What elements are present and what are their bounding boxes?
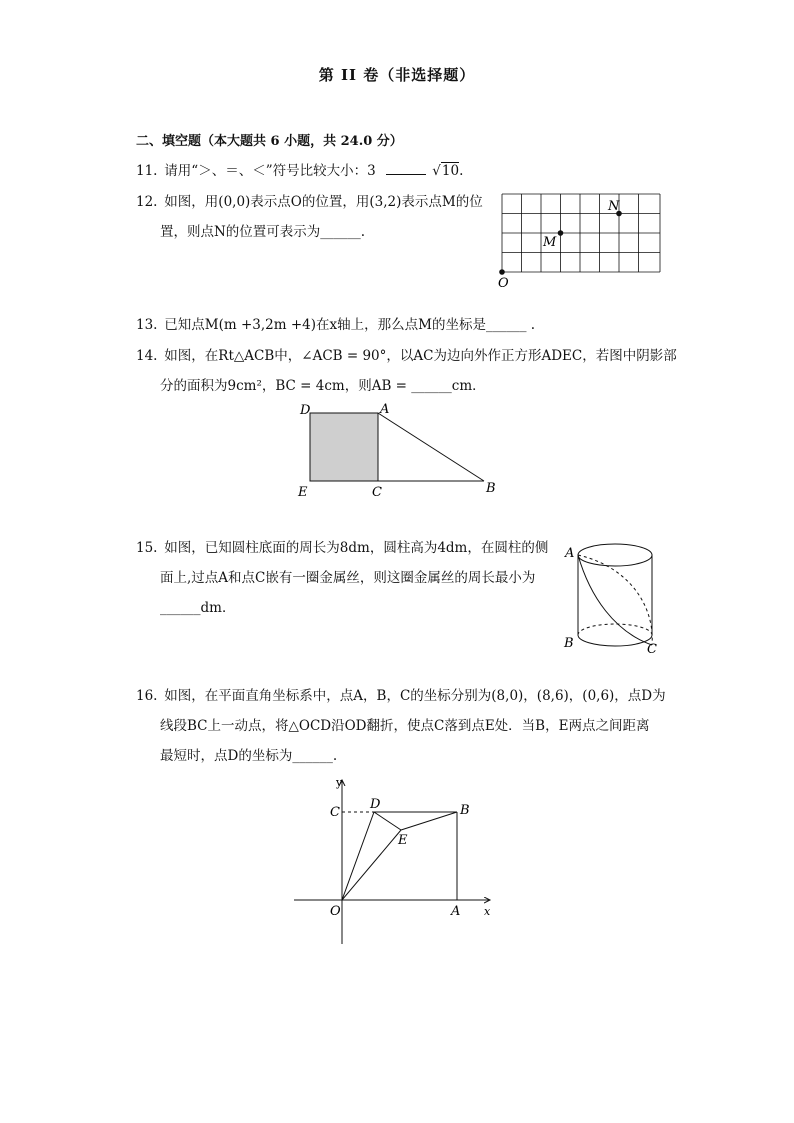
label-b: B [486, 481, 496, 496]
label-c: C [372, 485, 382, 500]
question-text-line1: 如图，在平面直角坐标系中，点A，B，C的坐标分别为(8,0)，(8,6)，(0,6)，点D为 [164, 688, 666, 704]
question-text-line2: 分的面积为9cm²，BC = 4cm，则AB = ______cm． [160, 378, 486, 394]
question-text-line1: 如图，已知圆柱底面的周长为8dm，圆柱高为4dm，在圆柱的侧 [164, 540, 549, 556]
question-number: 15. [136, 540, 158, 556]
page-title: 第 II 卷（非选择题） [318, 66, 476, 84]
question-14 [136, 341, 677, 401]
label-o: O [330, 904, 341, 919]
section-heading: 二、填空题（本大题共 6 小题，共 24.0 分） [136, 134, 403, 149]
cylinder-figure [560, 537, 670, 659]
label-c: C [647, 642, 657, 657]
question-16 [136, 681, 666, 771]
question-suffix: . [459, 163, 464, 179]
sqrt-radicand: 10 [441, 163, 460, 179]
cylinder-top [578, 544, 652, 566]
question-text-line1: 如图，在Rt△ACB中，∠ACB = 90°，以AC为边向外作正方形ADEC，若图中阴影部 [164, 348, 677, 364]
question-text: 请用“＞、＝、＜”符号比较大小：3 [164, 163, 376, 179]
coordinate-figure [290, 772, 500, 950]
label-a: A [380, 402, 390, 417]
point-o [499, 269, 505, 275]
question-12 [136, 187, 483, 247]
question-text-line1: 如图，用(0,0)表示点O的位置，用(3,2)表示点M的位 [164, 194, 483, 210]
question-text: 已知点M(m +3,2m +4)在x轴上，那么点M的坐标是______ . [164, 317, 536, 333]
question-11: 11. 请用“＞、＝、＜”符号比较大小：3 √10. [136, 156, 463, 186]
label-a: A [451, 904, 461, 919]
question-number: 13. [136, 317, 158, 333]
square-triangle-figure [292, 398, 502, 502]
question-13 [136, 310, 535, 340]
shaded-square [310, 413, 378, 481]
question-text-line2: 置，则点N的位置可表示为______. [160, 224, 366, 240]
question-text-line3: 最短时，点D的坐标为______. [160, 748, 338, 764]
question-number: 11. [136, 163, 158, 179]
label-a: A [565, 546, 575, 561]
label-d: D [300, 403, 311, 418]
question-text-line2: 面上,过点A和点C嵌有一圈金属丝，则这圈金属丝的周长最小为 [160, 570, 536, 586]
cylinder-bottom-back [578, 624, 652, 635]
question-15 [136, 533, 548, 623]
point-m [558, 230, 564, 236]
answer-blank[interactable] [386, 160, 426, 175]
grid-lines [502, 194, 660, 272]
label-m: M [543, 235, 557, 250]
label-n: N [608, 199, 620, 214]
question-text-line2: 线段BC上一动点，将△OCD沿OD翻折，使点C落到点E处．当B，E两点之间距离 [160, 718, 650, 734]
label-y: y [336, 776, 343, 789]
question-number: 16. [136, 688, 158, 704]
label-x: x [484, 905, 491, 918]
grid-figure [494, 188, 669, 290]
wire-front [578, 555, 652, 645]
label-e: E [298, 485, 308, 500]
label-o: O [498, 276, 509, 290]
question-number: 14. [136, 348, 158, 364]
label-b: B [460, 803, 470, 818]
label-e: E [398, 833, 408, 848]
question-number: 12. [136, 194, 158, 210]
label-d: D [370, 797, 381, 812]
hypotenuse-ab [378, 413, 484, 481]
label-c: C [330, 805, 340, 820]
question-text-line3: ______dm． [160, 600, 236, 616]
label-b: B [564, 636, 574, 651]
wire-back [578, 555, 652, 645]
